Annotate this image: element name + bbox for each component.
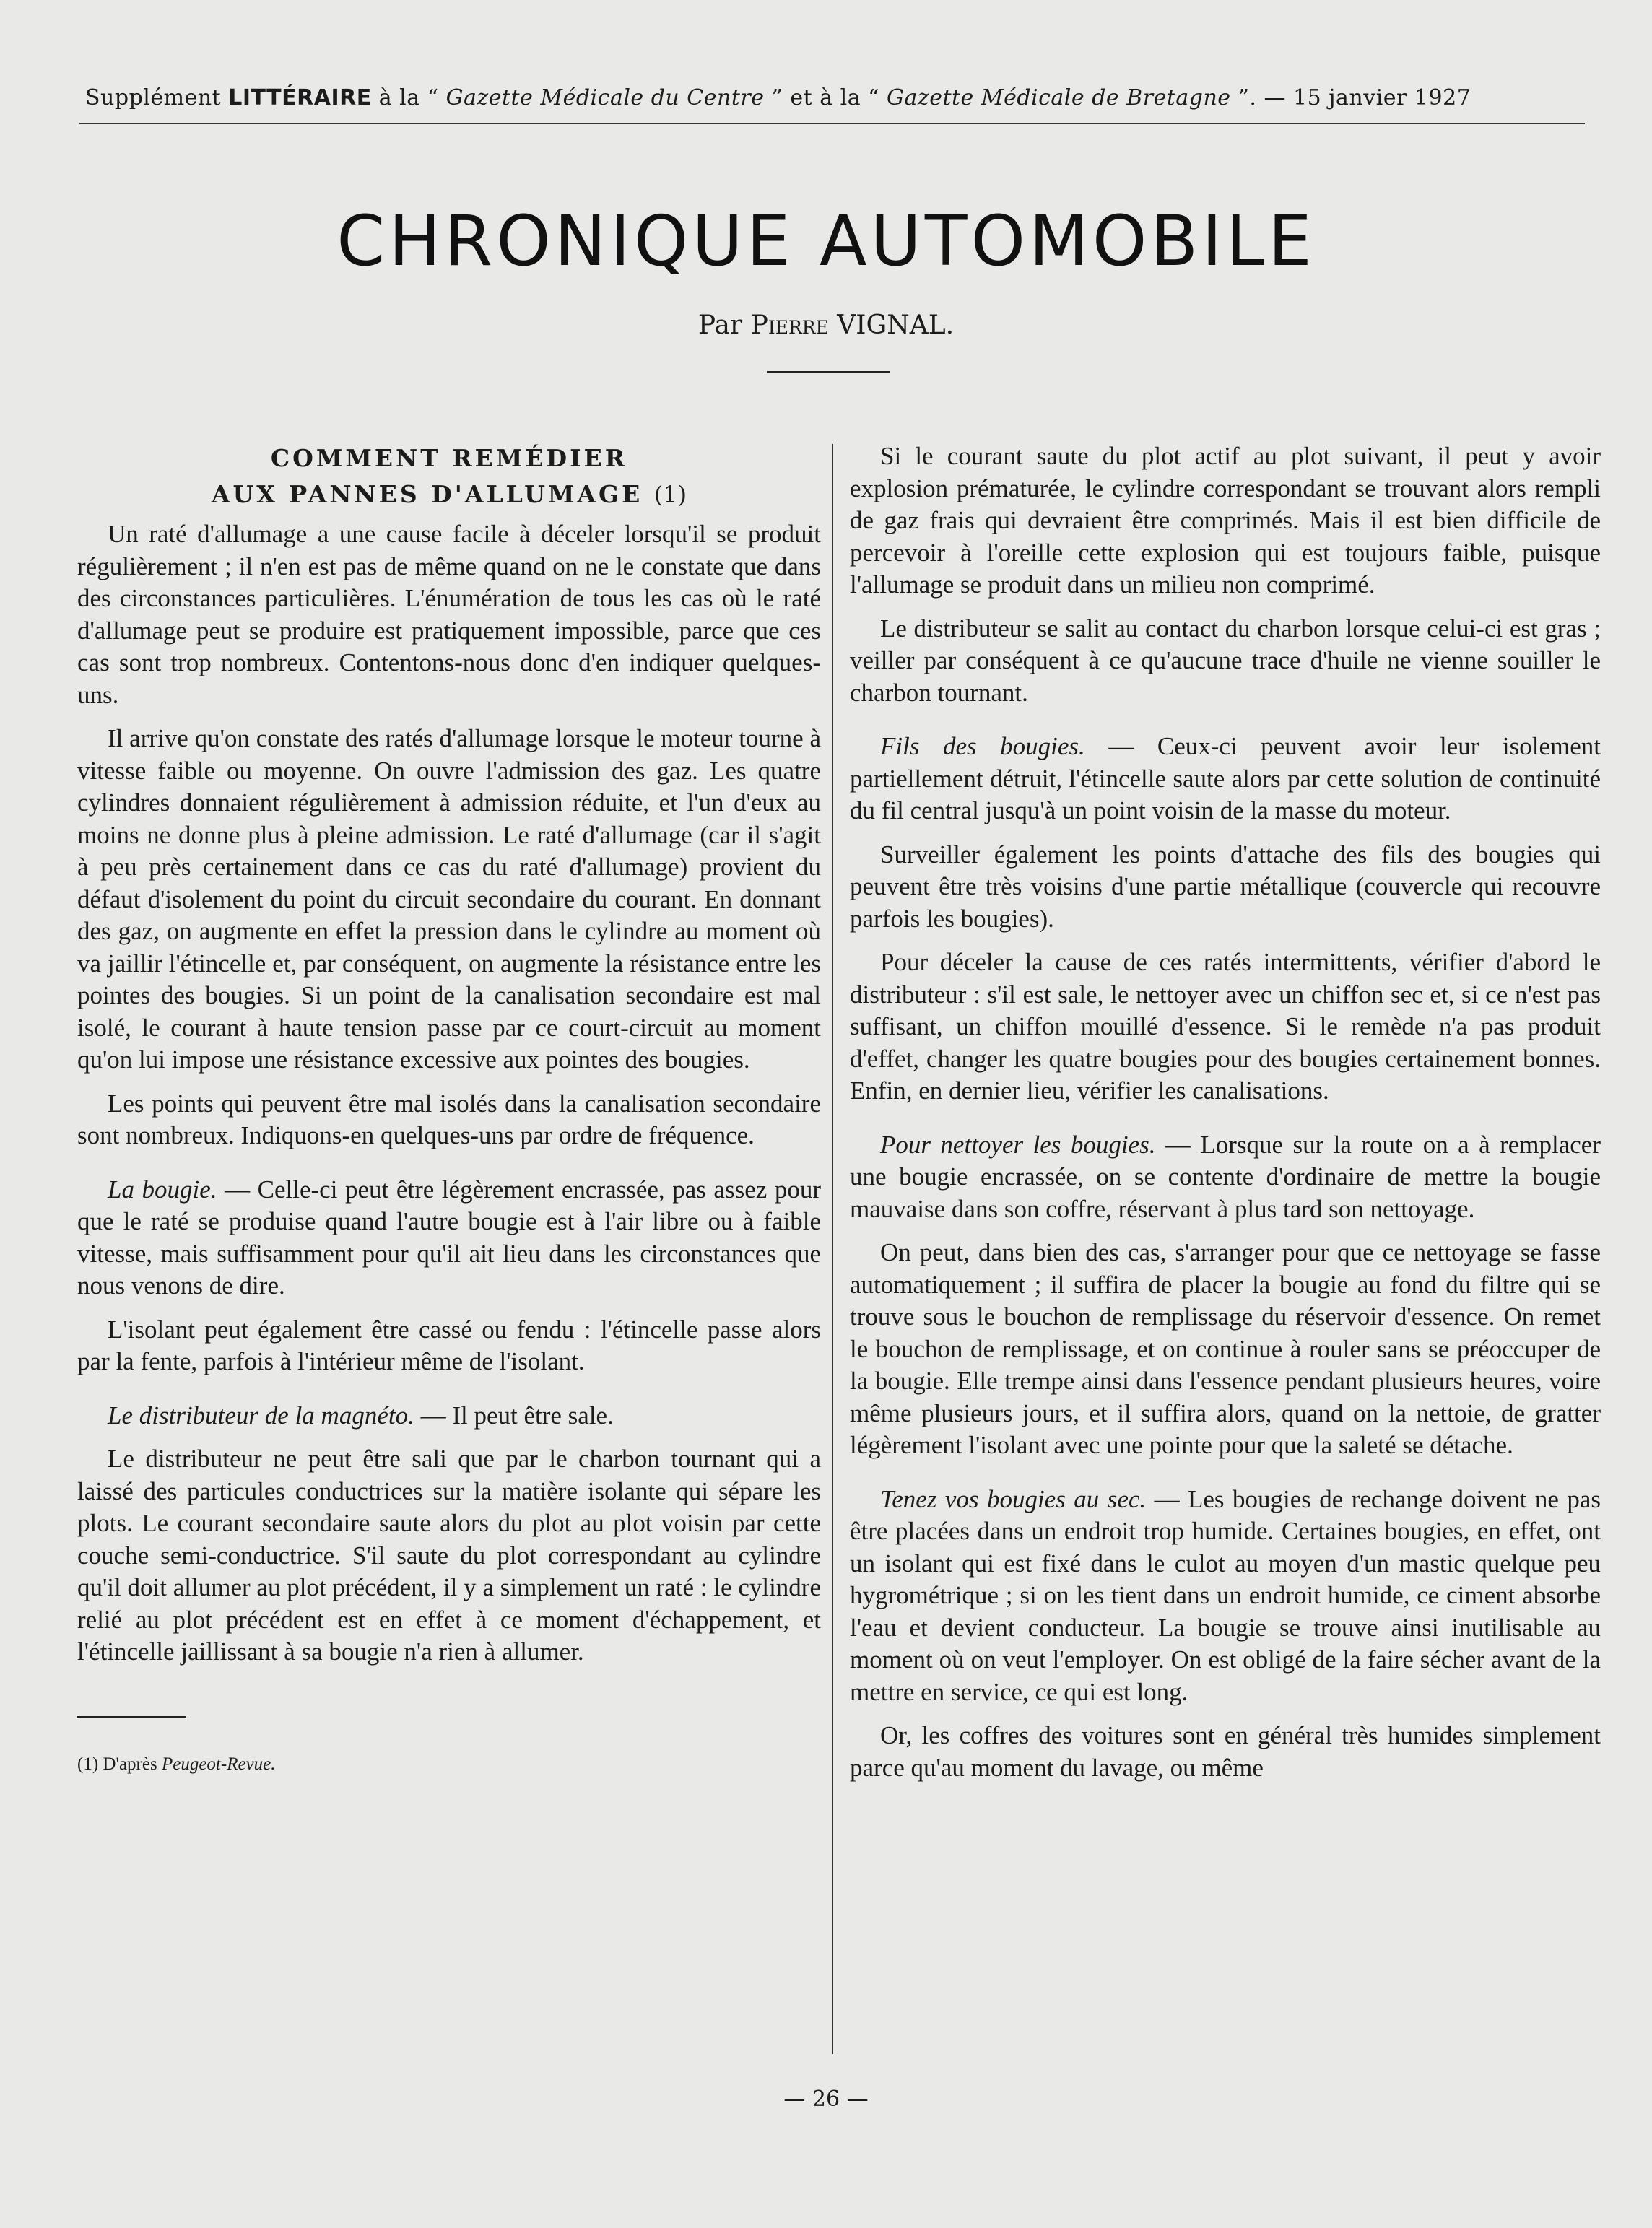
footnote <box>77 1754 821 1775</box>
section-title <box>77 440 821 513</box>
right-column <box>850 440 1601 1796</box>
paragraph: On peut, dans bien des cas, s'arranger pour que ce nettoyage se fasse automatiquement ; il suffira de placer la bougie au fond du filtre qui se trouve sous le bouchon de remplissage du réservoir d'essence. On remet le bouchon de remplissage, et on continue à rouler sans se préoccuper de la bougie. Elle trempe ainsi dans l'essence pendant plusieurs heures, voire même plusieurs jours, et il suffira alors, quand on la nettoie, de gratter légèrement l'isolant avec une pointe pour que la saleté se détache. <box>850 1238 1601 1459</box>
paragraph: Si le courant saute du plot actif au plot suivant, il peut y avoir explosion prématurée, le cylindre correspondant se trouvant alors rempli de gaz frais qui devraient être comprimés. Mais il est bien difficile de percevoir à l'oreille cette explosion qui est toujours faible, puisque l'allumage se produit dans un milieu non comprimé. <box>850 442 1601 599</box>
paragraph: Surveiller également les points d'attache des fils des bougies qui peuvent être très voisins d'une partie métallique (couvercle qui recouvre parfois les bougies). <box>850 840 1601 933</box>
paragraph: L'isolant peut également être cassé ou fendu : l'étincelle passe alors par la fente, parfois à l'intérieur même de l'isolant. <box>77 1315 821 1375</box>
paragraph <box>77 1174 821 1302</box>
subheading: Pour nettoyer les bougies. <box>880 1130 1156 1159</box>
header-text: Supplément <box>85 85 229 110</box>
column-divider <box>832 444 833 2054</box>
footnote-rule <box>77 1716 186 1718</box>
author-first-name: Pierre <box>750 310 829 340</box>
paragraph <box>77 1400 821 1432</box>
left-column <box>77 440 821 1787</box>
subheading: La bougie. <box>108 1175 217 1204</box>
paragraph <box>850 1484 1601 1709</box>
title-rule <box>767 371 890 373</box>
section-title-line-1: COMMENT REMÉDIER <box>270 444 628 472</box>
header-text: à la “ <box>371 85 439 110</box>
header-date: ”. — 15 janvier 1927 <box>1238 85 1471 110</box>
subheading: Le distributeur de la magnéto. <box>108 1401 414 1430</box>
paragraph-text: — Les bougies de rechange doivent ne pas être placées dans un endroit trop humide. Certaines bougies, en effet, ont un isolant qui est fixé dans le culot au moyen d'un mastic quelque peu hygrométrique ; si on les tient dans un endroit humide, ce ciment absorbe l'eau et devient conducteur. La bougie se trouve ainsi inutilisable au moment où on veut l'employer. On est obligé de la faire sécher avant de la mettre en service, ce qui est long. <box>850 1484 1601 1706</box>
paragraph-text: — Celle-ci peut être légèrement encrassée, pas assez pour que le raté se produise quand l'autre bougie est à l'air libre ou à faible vitesse, mais suffisamment pour qu'il ait lieu dans les circonstances que nous venons de dire. <box>77 1175 821 1300</box>
paragraph: Pour déceler la cause de ces ratés intermittents, vérifier d'abord le distributeur : s'il est sale, le nettoyer avec un chiffon sec et, si ce n'est pas suffisant, un chiffon mouillé d'essence. Si le remède n'a pas produit d'effet, changer les quatre bougies pour des bougies certainement bonnes. Enfin, en dernier lieu, vérifier les canalisations. <box>850 948 1601 1105</box>
footnote-ref: (1) <box>653 481 687 508</box>
footnote-source: Peugeot-Revue. <box>161 1754 276 1774</box>
paragraph-text: — Ceux-ci peuvent avoir leur isolement partiellement détruit, l'étincelle saute alors par cette solution de continuité du fil central jusqu'à un point voisin de la masse du moteur. <box>850 732 1601 824</box>
article-title: CHRONIQUE AUTOMOBILE <box>336 201 1316 282</box>
paragraph: Le distributeur ne peut être sali que par le charbon tournant qui a laissé des particules conductrices sur la matière isolante qui sépare les plots. Le courant secondaire saute alors du plot au plot voisin par cette couche semi-conductrice. S'il saute du plot correspondant au cylindre qu'il doit allumer au plot précédent, il y a simplement un raté : le cylindre relié au plot précédent est en effet à ce moment d'échappement, et l'étincelle jaillissant à sa bougie n'a rien à allumer. <box>77 1445 821 1666</box>
paragraph: Il arrive qu'on constate des ratés d'allumage lorsque le moteur tourne à vitesse faible ou moyenne. On ouvre l'admission des gaz. Les quatre cylindres donnaient régulièrement à admission réduite, et l'un d'eux au moins ne donne plus à pleine admission. Le raté d'allumage (car il s'agit à peu près certainement dans ce cas du raté d'allumage) provient du défaut d'isolement du point du circuit secondaire du courant. En donnant des gaz, on augmente en effet la pression dans le cylindre au moment où va jaillir l'étincelle et, par conséquent, on augmente la résistance entre les pointes des bougies. Si un point de la canalisation secondaire est mal isolé, le courant à haute tension passe par ce court-circuit au moment qu'on lui impose une résistance excessive aux pointes des bougies. <box>77 724 821 1074</box>
paragraph-text: — Lorsque sur la route on a à remplacer une bougie encrassée, on se contente d'ordinaire de mettre la bougie mauvaise dans son coffre, réservant à plus tard son nettoyage. <box>850 1130 1601 1223</box>
header-journal-2: Gazette Médicale de Bretagne <box>879 85 1238 110</box>
section-title-line-2 <box>77 477 821 513</box>
paragraph: Un raté d'allumage a une cause facile à déceler lorsqu'il se produit régulièrement ; il n'en est pas de même quand on ne le constate que dans des circonstances particulières. L'énumération de tous les cas où le raté d'allumage peut se produire est pratiquement impossible, parce que ces cas sont trop nombreux. Contentons-nous donc d'en indiquer quelques-uns. <box>77 520 821 709</box>
subheading: Tenez vos bougies au sec. <box>880 1484 1147 1513</box>
paragraph: Le distributeur se salit au contact du charbon lorsque celui-ci est gras ; veiller par conséquent à ce qu'aucune trace d'huile ne vienne souiller le charbon tournant. <box>850 614 1601 707</box>
paragraph: Or, les coffres des voitures sont en général très humides simplement parce qu'au moment du lavage, ou même <box>850 1721 1601 1782</box>
footnote-text: (1) D'après <box>77 1754 162 1774</box>
paragraph: Les points qui peuvent être mal isolés dans la canalisation secondaire sont nombreux. Indiquons-en quelques-uns par ordre de fréquence. <box>77 1089 821 1149</box>
running-header <box>85 85 1587 110</box>
header-text: ” et à la “ <box>771 85 879 110</box>
byline <box>0 310 1652 340</box>
byline-prefix: Par <box>697 310 751 340</box>
paragraph <box>850 731 1601 827</box>
subheading: Fils des bougies. <box>880 732 1085 760</box>
paragraph <box>850 1129 1601 1226</box>
header-journal-1: Gazette Médicale du Centre <box>438 85 772 110</box>
header-rule <box>79 123 1585 124</box>
page-number: — 26 — <box>783 2086 869 2112</box>
section-title-text: AUX PANNES D'ALLUMAGE <box>211 480 643 508</box>
paragraph-text: — Il peut être sale. <box>414 1401 614 1430</box>
header-supplement-label: LITTÉRAIRE <box>228 85 372 110</box>
author-last-name: VIGNAL. <box>828 310 955 340</box>
